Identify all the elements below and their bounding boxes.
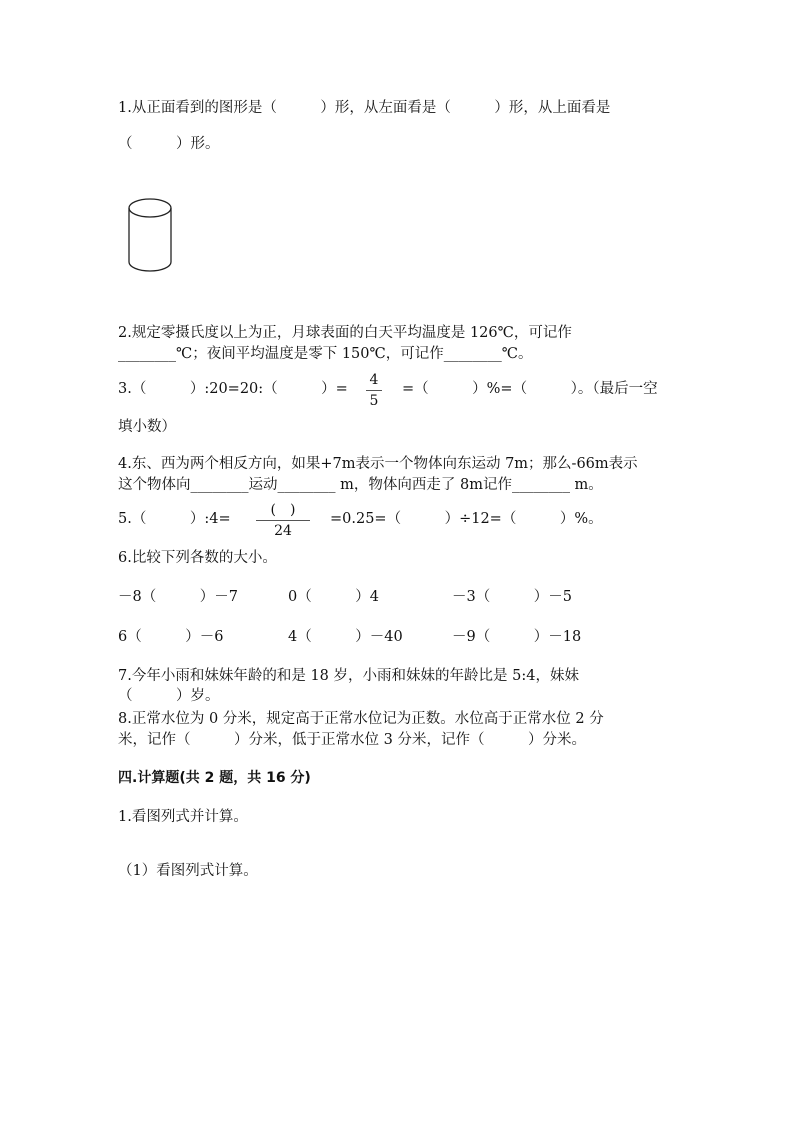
q6-r1c1: －8（ ）－7 xyxy=(118,589,238,605)
section4-sub1: （1）看图列式计算。 xyxy=(118,863,258,879)
q5-part2: =0.25=（ ）÷12=（ ）%。 xyxy=(330,511,603,527)
q6-r2c1: 6（ ）－6 xyxy=(118,629,224,645)
q3-part1: 3.（ ）:20=20:（ ）= xyxy=(118,381,348,397)
q6-r2c3: －9（ ）－18 xyxy=(452,629,582,645)
q2-line1: 2.规定零摄氏度以上为正，月球表面的白天平均温度是 126℃，可记作 xyxy=(118,325,572,341)
q8-line2: 米，记作（ ）分米，低于正常水位 3 分米，记作（ ）分米。 xyxy=(118,732,586,748)
q1-line1: 1.从正面看到的图形是（ ）形，从左面看是（ ）形，从上面看是 xyxy=(118,100,611,116)
q3-frac-bar xyxy=(366,390,382,391)
q6-r2c2: 4（ ）－40 xyxy=(288,629,403,645)
q3-frac-num: 4 xyxy=(369,372,379,388)
q5-fraction xyxy=(256,502,310,539)
q3-line2: 填小数） xyxy=(118,419,176,435)
q7-line1: 7.今年小雨和妹妹年龄的和是 18 岁，小雨和妹妹的年龄比是 5:4，妹妹 xyxy=(118,668,579,684)
q5-frac-num: ( ) xyxy=(270,502,296,518)
section4-q1: 1.看图列式并计算。 xyxy=(118,809,248,825)
q6-title: 6.比较下列各数的大小。 xyxy=(118,550,277,566)
q3-fraction xyxy=(366,372,382,409)
section4-heading: 四.计算题(共 2 题，共 16 分) xyxy=(118,770,311,786)
q2-line2: ________℃；夜间平均温度是零下 150℃，可记作________℃。 xyxy=(118,346,533,362)
q5-frac-bar xyxy=(256,520,310,521)
q3-part2: =（ ）%=（ ）。（最后一空 xyxy=(402,381,658,397)
q4-line2: 这个物体向________运动________ m，物体向西走了 8m记作________ m。 xyxy=(118,477,603,493)
cylinder-figure xyxy=(122,190,182,280)
q4-line1: 4.东、西为两个相反方向，如果+7m表示一个物体向东运动 7m；那么-66m表示 xyxy=(118,456,638,472)
q7-line2: （ ）岁。 xyxy=(118,688,220,704)
q5-part1: 5.（ ）:4= xyxy=(118,511,231,527)
q6-r1c2: 0（ ）4 xyxy=(288,589,379,605)
q6-r1c3: －3（ ）－5 xyxy=(452,589,572,605)
q3-frac-den: 5 xyxy=(369,393,379,409)
q1-line2: （ ）形。 xyxy=(118,136,220,152)
q5-frac-den: 24 xyxy=(274,523,292,539)
q8-line1: 8.正常水位为 0 分米，规定高于正常水位记为正数。水位高于正常水位 2 分 xyxy=(118,711,604,727)
